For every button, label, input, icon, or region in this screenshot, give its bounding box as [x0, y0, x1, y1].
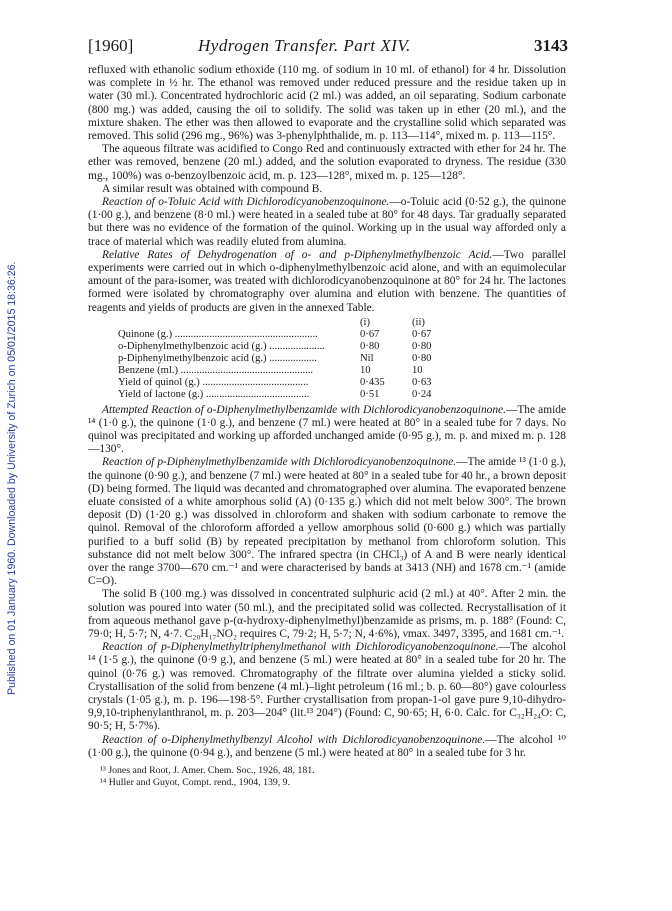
- paragraph: refluxed with ethanolic sodium ethoxide (110 mg. of sodium in 10 ml. of ethanol) for 4 hr. Dissolution was complete in ½ hr. The ethanol was removed under reduced pressure and the residue taken up in water (30 ml.). Concentrated hydrochloric acid (2 ml.) was added, an oil separating. Sodium carbonate (800 mg.) was added, causing the oil to solidify. The solid was taken up in ether (20 ml.), and the mixture shaken. The ether was then allowed to evaporate and the crystalline solid which separated was removed. This solid (296 mg., 96%) was 3-phenylphthalide, m. p. 113—114°, mixed m. p. 113—115°.: [88, 64, 566, 143]
- row-label: Quinone (g.) ......................................................: [118, 328, 318, 340]
- cell-value: 0·63: [412, 377, 432, 389]
- table-row: [118, 353, 464, 365]
- page-number: 3143: [534, 36, 568, 55]
- table-row: [118, 365, 464, 377]
- quantities-table: [118, 317, 464, 402]
- cell-value: 0·51: [360, 389, 380, 401]
- cell-value: 0·80: [360, 341, 380, 353]
- column-header: (ii): [412, 316, 425, 328]
- cell-value: 10: [412, 365, 423, 377]
- table-row: [118, 341, 464, 353]
- paragraph: The solid B (100 mg.) was dissolved in concentrated sulphuric acid (2 ml.) at 40°. After 2 min. the solution was poured into water (50 ml.), and the precipitated solid was collected. Recrystallisation of it from aqueous methanol gave p-(α-hydroxy-diphenylmethyl)benzamide as prisms, m. p. 188° (Found: C, 79·0; H, 5·7; N, 4·7. C₂₀H₁₇NO₂ requires C, 79·2; H, 5·7; N, 4·6%), νmax. 3497, 3395, and 1681 cm.⁻¹.: [88, 588, 566, 640]
- cell-value: 0·80: [412, 341, 432, 353]
- footnotes: [88, 765, 566, 789]
- paragraph: A similar result was obtained with compound B.: [102, 182, 323, 195]
- section-title: Reaction of p-Diphenylmethylbenzamide with Dichlorodicyanobenzoquinone.: [102, 456, 457, 469]
- section-title: Relative Rates of Dehydrogenation of o- and p-Diphenylmethylbenzoic Acid.: [102, 248, 493, 261]
- cell-value: 0·80: [412, 353, 432, 365]
- paragraph: [88, 404, 566, 457]
- footnote: ¹⁴ Huller and Guyot, Compt. rend., 1904, 139, 9.: [100, 777, 291, 788]
- paragraph: [88, 196, 566, 249]
- cell-value: 0·67: [412, 328, 432, 340]
- section-text: —o-Toluic acid (0·52 g.), the quinone (1·00 g.), and benzene (8·0 ml.) were heated in a sealed tube at 80° for 48 days. Tar gradually separated but there was no evidence of the formation of the quinol. Working up in the usual way afforded only a trace of material which was readily eluted from alumina.: [88, 196, 566, 248]
- table-header-row: [118, 317, 464, 329]
- row-label: o-Diphenylmethylbenzoic acid (g.) .....................: [118, 341, 325, 353]
- row-label: Benzene (ml.) ..................................................: [118, 365, 314, 377]
- section-text: —The amide ¹³ (1·0 g.), the quinone (0·90 g.), and benzene (7 ml.) were heated at 80° in a sealed tube for 40 hr., a brown deposit (D) being formed. The liquid was decanted and chromatographed over alumina. The evaporated benzene eluate consisted of a white amorphous solid (A) (0·135 g.) which did not melt below 300°. The brown deposit (D) (1·20 g.) was dissolved in chloroform and shaken with sodium carbonate to remove the quinol. Removal of the chloroform afforded a yellow amorphous solid (0·600 g.) which was partially purified to a buff solid (B) by repeated precipitation by methanol from chloroform solution. This substance did not melt below 300°. The infrared spectra (in CHCl₃) of A and B were nearly identical over the range 3700—670 cm.⁻¹ and were characterised by bands at 3413 (NH) and 1678 cm.⁻¹ (amide C=O).: [88, 456, 566, 588]
- download-watermark: [6, 175, 18, 695]
- row-label: Yield of quinol (g.) ........................................: [118, 377, 309, 389]
- paragraph: [88, 641, 566, 733]
- paragraph: The aqueous filtrate was acidified to Congo Red and continuously extracted with ether for 24 hr. The ether was removed, benzene (20 ml.) added, and the solution evaporated to dryness. The residue (330 mg., 100%) was o-benzoylbenzoic acid, m. p. 123—128°, mixed m. p. 125—128°.: [88, 143, 566, 182]
- section-title: Reaction of o-Toluic Acid with Dichlorodicyanobenzoquinone.: [102, 196, 390, 209]
- running-header: [88, 36, 568, 58]
- header-title: Hydrogen Transfer. Part XIV.: [198, 36, 411, 55]
- cell-value: 0·67: [360, 328, 380, 340]
- section-text: —The alcohol ¹⁴ (1·5 g.), the quinone (0·9 g.), and benzene (5 ml.) were heated at 80° in a sealed tube for 20 hr. The quinol (0·76 g.) was removed. Chromatography of the filtrate over alumina yielded a sticky solid. Crystallisation of the solid from benzene (4 ml.)–light petroleum (16 ml.; b. p. 60—80°) gave colourless crystals (1·05 g.), m. p. 196—198·5°. Further crystallisation from propan-1-ol gave pure 9,10-dihydro-9,9,10-triphenylanthranol, m. p. 203—204° (lit.¹³ 204°) (Found: C, 90·65; H, 6·0. Calc. for C₃₂H₂₄O: C, 90·5; H, 5·7%).: [88, 641, 566, 733]
- table-row: [118, 329, 464, 341]
- header-year: [1960]: [88, 36, 134, 55]
- table-row: [118, 377, 464, 389]
- paragraph: [88, 249, 566, 315]
- cell-value: 0·435: [360, 377, 385, 389]
- paragraph: [88, 456, 566, 588]
- row-label: p-Diphenylmethylbenzoic acid (g.) ..................: [118, 353, 317, 365]
- row-label: Yield of lactone (g.) .......................................: [118, 389, 310, 401]
- article-body: [88, 64, 566, 789]
- section-title: Reaction of p-Diphenylmethyltriphenylmethanol with Dichlorodicyanobenzoquinone.: [102, 641, 499, 654]
- footnote: ¹³ Jones and Root, J. Amer. Chem. Soc., 1926, 48, 181.: [100, 765, 315, 776]
- cell-value: 0·24: [412, 389, 432, 401]
- watermark-text: Published on 01 January 1960. Downloaded by University of Zurich on 05/01/2015 18:36:26.: [6, 261, 18, 695]
- cell-value: Nil: [360, 353, 374, 365]
- table-row: [118, 389, 464, 401]
- section-title: Attempted Reaction of o-Diphenylmethylbenzamide with Dichlorodicyanobenzoquinone.: [102, 403, 506, 416]
- column-header: (i): [360, 316, 370, 328]
- section-text: —The amide ¹⁴ (1·0 g.), the quinone (1·0 g.), and benzene (7 ml.) were heated at 80° in a sealed tube for 7 days. No quinol was precipitated and working up afforded unchanged amide (0·95 g.), m. p. and mixed m. p. 128—130°.: [88, 403, 567, 456]
- section-text: —Two parallel experiments were carried out in which o-diphenylmethylbenzoic acid alone, and with an equimolecular amount of the para-isomer, was treated with dichlorodicyanobenzoquinone at 80° for 24 hr. The lactones formed were isolated by chromatography over alumina and elution with benzene. The quantities of reagents and yields of products are given in the annexed Table.: [88, 248, 566, 314]
- paragraph: [88, 734, 566, 760]
- cell-value: 10: [360, 365, 371, 377]
- section-title: Reaction of o-Diphenylmethylbenzyl Alcohol with Dichlorodicyanobenzoquinone.: [102, 733, 486, 746]
- section-text: —The alcohol ¹⁰ (1·00 g.), the quinone (0·94 g.), and benzene (5 ml.) were heated at 80° in a sealed tube for 3 hr.: [88, 733, 566, 759]
